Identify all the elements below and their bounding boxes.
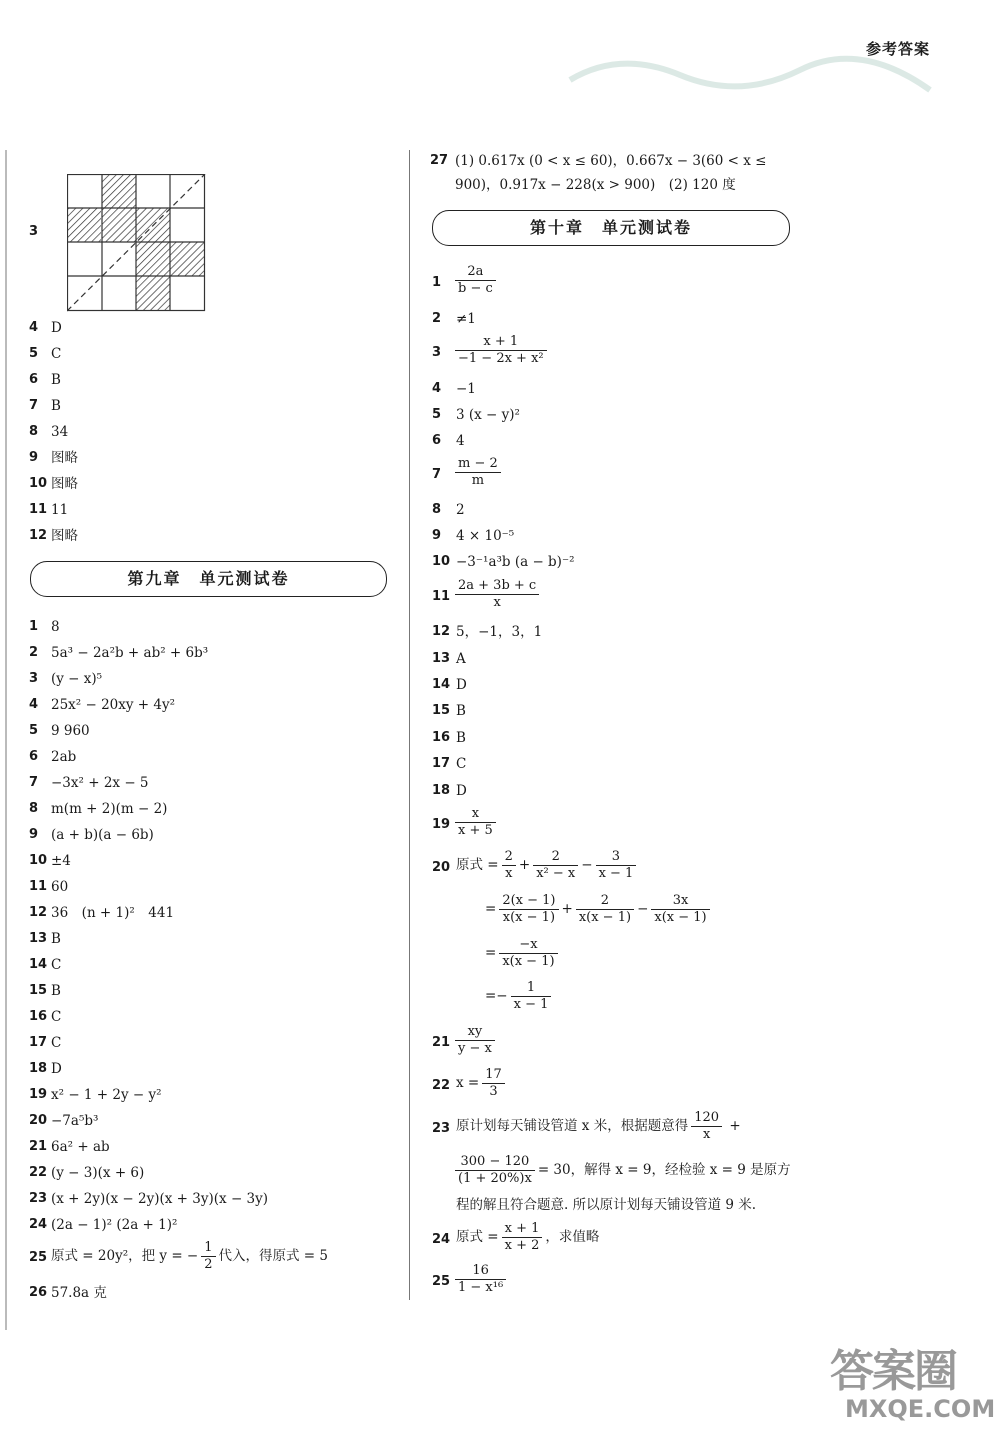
answer-text: 4 <box>456 433 465 449</box>
chapter9-heading: 第九章 单元测试卷 <box>30 561 387 597</box>
answer-text: (a + b)(a − 6b) <box>51 827 154 843</box>
answer-text: B <box>456 703 466 719</box>
denominator: x(x − 1) <box>502 954 555 969</box>
fraction <box>482 1067 505 1100</box>
page-header-title: 参考答案 <box>865 40 930 58</box>
question-number: 21 <box>432 1035 451 1050</box>
question-number: 6 <box>29 372 39 387</box>
question-number: 4 <box>29 697 39 712</box>
question-number: 13 <box>432 651 451 666</box>
denominator: 1 − x¹⁶ <box>458 1280 504 1295</box>
answer-text: 5，−1，3，1 <box>456 624 543 640</box>
answer-text <box>51 1240 328 1273</box>
question-number: 11 <box>29 879 48 894</box>
question-number: 10 <box>432 554 451 569</box>
fraction <box>576 893 634 926</box>
answer-text: (1) 0.617x (0 < x ≤ 60)，0.667x − 3(60 < x ≤ <box>455 153 767 169</box>
question-number: 8 <box>432 502 442 517</box>
denominator: 3 <box>489 1084 498 1099</box>
fraction <box>499 893 558 926</box>
answer-text: 25x² − 20xy + 4y² <box>51 697 176 713</box>
denominator: x + 5 <box>458 823 493 838</box>
question-number: 1 <box>29 619 39 634</box>
answer-text: = $\frac{-x}{x(x - 1)}$ <box>485 937 561 970</box>
answer-text: 60 <box>51 879 69 895</box>
answer-text: D <box>456 783 467 799</box>
fraction <box>596 849 637 882</box>
question-number: 3 <box>29 224 39 239</box>
denominator: x <box>505 866 513 881</box>
question-number: 21 <box>29 1139 48 1154</box>
question-number: 19 <box>432 817 451 832</box>
answer-text: A <box>456 651 466 667</box>
answer-text: ≠1 <box>456 311 476 327</box>
numerator: 3 <box>596 849 637 866</box>
question-number: 15 <box>29 983 48 998</box>
question-number: 18 <box>432 783 451 798</box>
answer-part: 原计划每天铺设管道 x 米，根据题意得 <box>456 1118 689 1134</box>
question-number: 23 <box>432 1121 451 1136</box>
question-number: 4 <box>432 381 442 396</box>
numerator: 1 <box>201 1240 215 1257</box>
answer-text: 原计划每天铺设管道 x 米，根据题意得 $\frac{120}{x}$ + <box>456 1110 741 1142</box>
question-number: 14 <box>29 957 48 972</box>
fraction <box>455 456 501 489</box>
numerator: −x <box>499 937 557 954</box>
question-number: 19 <box>29 1087 48 1102</box>
answer-text: (2a − 1)² (2a + 1)² <box>51 1217 178 1233</box>
answer-part: 原式 = 20y²，把 y = − <box>51 1248 199 1264</box>
numerator: 120 <box>691 1110 722 1127</box>
answer-text: −3x² + 2x − 5 <box>51 775 149 791</box>
answer-text: 900)，0.917x − 228(x > 900) (2) 120 度 <box>455 177 736 193</box>
answer-text: 2 <box>456 502 465 518</box>
question-number: 22 <box>29 1165 48 1180</box>
q3-grid-figure <box>67 174 207 312</box>
question-number: 26 <box>29 1285 48 1300</box>
numerator: 16 <box>455 1263 506 1280</box>
numerator: 2 <box>576 893 634 910</box>
fraction <box>499 937 557 970</box>
answer-text <box>452 1263 509 1296</box>
answer-text: 4 × 10⁻⁵ <box>456 528 515 544</box>
answer-text <box>452 1154 791 1187</box>
denominator: m <box>471 473 485 488</box>
question-number: 23 <box>29 1191 48 1206</box>
fraction <box>455 334 547 367</box>
question-number: 16 <box>432 730 451 745</box>
answer-text: (y − 3)(x + 6) <box>51 1165 145 1181</box>
question-number: 3 <box>29 671 39 686</box>
numerator: 17 <box>482 1067 505 1084</box>
answer-text: 34 <box>51 424 69 440</box>
denominator: x <box>493 595 501 610</box>
answer-text: B <box>51 372 61 388</box>
question-number: 8 <box>29 801 39 816</box>
fraction <box>455 1263 506 1296</box>
numerator: x + 1 <box>502 1221 543 1238</box>
answer-text: D <box>456 677 467 693</box>
question-number: 10 <box>29 853 48 868</box>
numerator: 2(x − 1) <box>499 893 558 910</box>
question-number: 18 <box>29 1061 48 1076</box>
answer-text <box>456 1067 508 1100</box>
answer-text: (y − x)⁵ <box>51 671 103 687</box>
answer-text: 程的解且符合题意. 所以原计划每天铺设管道 9 米. <box>456 1197 757 1213</box>
header-decoration <box>560 40 940 120</box>
denominator: x − 1 <box>513 997 549 1012</box>
answer-text: =− $\frac{1}{x - 1}$ <box>485 980 554 1013</box>
denominator: x(x − 1) <box>578 910 632 925</box>
answer-text: C <box>51 346 62 362</box>
answer-text: 2ab <box>51 749 77 765</box>
question-number: 24 <box>29 1217 48 1232</box>
question-number: 11 <box>29 502 48 517</box>
question-number: 3 <box>432 345 442 360</box>
fraction <box>455 264 496 297</box>
fraction <box>455 578 539 611</box>
answer-part: x = <box>456 1075 480 1091</box>
answer-text: C <box>456 756 467 772</box>
question-number: 2 <box>29 645 39 660</box>
answer-text: C <box>51 1009 62 1025</box>
answer-text: B <box>456 730 466 746</box>
question-number: 10 <box>29 476 48 491</box>
denominator: (1 + 20%)x <box>458 1171 532 1186</box>
answer-text: ±4 <box>51 853 71 869</box>
numerator: 3x <box>651 893 709 910</box>
question-number: 5 <box>29 346 39 361</box>
fraction <box>201 1240 215 1273</box>
answer-text: 6a² + ab <box>51 1139 110 1155</box>
answer-text: −7a⁵b³ <box>51 1113 99 1129</box>
denominator: 2 <box>204 1257 213 1272</box>
question-number: 6 <box>432 433 442 448</box>
answer-text: 5a³ − 2a²b + ab² + 6b³ <box>51 645 209 661</box>
question-number: 9 <box>29 450 39 465</box>
question-number: 17 <box>432 756 451 771</box>
answer-text: B <box>51 931 61 947</box>
answer-text <box>452 1024 498 1057</box>
answer-part: 原式 = <box>456 857 499 873</box>
question-number: 9 <box>432 528 442 543</box>
question-number: 1 <box>432 275 442 290</box>
question-number: 7 <box>432 467 442 482</box>
answer-part: 原式 = <box>456 1229 499 1245</box>
question-number: 2 <box>432 311 442 326</box>
answer-text <box>452 456 504 489</box>
question-number: 24 <box>432 1232 451 1247</box>
question-number: 20 <box>432 860 451 875</box>
denominator: x² − x <box>536 866 576 881</box>
answer-text: −1 <box>456 381 476 397</box>
answer-text <box>452 578 542 611</box>
denominator: x <box>702 1127 711 1142</box>
answer-text: 图略 <box>51 476 78 492</box>
watermark-logo: 答案圈 <box>830 1346 956 1397</box>
numerator: 2 <box>533 849 578 866</box>
question-number: 8 <box>29 424 39 439</box>
question-number: 5 <box>432 407 442 422</box>
answer-part: = 30，解得 x = 9，经检验 x = 9 是原方 <box>537 1162 791 1178</box>
denominator: x + 2 <box>504 1238 540 1253</box>
answer-text: = $\frac{2(x - 1)}{x(x - 1)}$ + $\frac{2}{x(x - 1)}$ − $\frac{3x}{x(x - 1)}$ <box>485 893 713 926</box>
answer-text: x² − 1 + 2y − y² <box>51 1087 162 1103</box>
question-number: 13 <box>29 931 48 946</box>
question-number: 7 <box>29 398 39 413</box>
numerator: 1 <box>511 980 552 997</box>
answer-text: B <box>51 983 61 999</box>
fraction <box>455 806 496 839</box>
question-number: 25 <box>29 1250 48 1265</box>
answer-part: 代入，得原式 = 5 <box>218 1248 328 1264</box>
answer-text: 11 <box>51 502 69 518</box>
numerator: 2 <box>502 849 516 866</box>
denominator: x(x − 1) <box>654 910 707 925</box>
question-number: 27 <box>430 153 449 168</box>
answer-text: 3 (x − y)² <box>456 407 520 423</box>
answer-text: 9 960 <box>51 723 90 739</box>
column-divider <box>409 150 410 1300</box>
fraction <box>455 1154 535 1187</box>
watermark-url: MXQE.COM <box>845 1395 996 1423</box>
answer-text: 36 (n + 1)² 441 <box>51 905 175 921</box>
fraction <box>502 1221 543 1254</box>
question-number: 6 <box>29 749 39 764</box>
numerator: x <box>455 806 496 823</box>
question-number: 9 <box>29 827 39 842</box>
question-number: 14 <box>432 677 451 692</box>
question-number: 22 <box>432 1078 451 1093</box>
question-number: 7 <box>29 775 39 790</box>
numerator: xy <box>455 1024 495 1041</box>
question-number: 17 <box>29 1035 48 1050</box>
denominator: b − c <box>458 281 493 296</box>
fraction <box>533 849 578 882</box>
fraction <box>651 893 709 926</box>
answer-part: ，求值略 <box>545 1229 600 1245</box>
answer-text: m(m + 2)(m − 2) <box>51 801 168 817</box>
answer-text: B <box>51 398 61 414</box>
question-number: 5 <box>29 723 39 738</box>
numerator: 2a + 3b + c <box>455 578 539 595</box>
question-number: 12 <box>29 905 48 920</box>
question-number: 16 <box>29 1009 48 1024</box>
question-number: 25 <box>432 1274 451 1289</box>
answer-text: C <box>51 1035 62 1051</box>
fraction <box>511 980 552 1013</box>
fraction <box>691 1110 722 1143</box>
left-margin-line <box>5 150 7 1330</box>
answer-text: −3⁻¹a³b (a − b)⁻² <box>456 554 575 570</box>
answer-text: C <box>51 957 62 973</box>
answer-text: 57.8a 克 <box>51 1285 107 1301</box>
numerator: x + 1 <box>455 334 547 351</box>
answer-text <box>452 806 499 839</box>
denominator: y − x <box>458 1041 492 1056</box>
answer-text: 8 <box>51 619 60 635</box>
answer-text: (x + 2y)(x − 2y)(x + 3y)(x − 3y) <box>51 1191 269 1207</box>
answer-text <box>452 264 499 297</box>
numerator: 2a <box>455 264 496 281</box>
answer-text: 图略 <box>51 528 78 544</box>
answer-text <box>456 1221 599 1254</box>
question-number: 12 <box>432 624 451 639</box>
answer-text: 原式 = $\frac{2}{x}$ + $\frac{2}{\text{x² − x}}$ − $\frac{3}{x - 1}$ <box>456 849 639 882</box>
answer-text: D <box>51 320 62 336</box>
answer-text: 图略 <box>51 450 78 466</box>
fraction <box>455 1024 495 1057</box>
question-number: 11 <box>432 589 451 604</box>
question-number: 20 <box>29 1113 48 1128</box>
chapter10-heading: 第十章 单元测试卷 <box>432 210 790 246</box>
denominator: x − 1 <box>598 866 634 881</box>
numerator: 300 − 120 <box>455 1154 535 1171</box>
numerator: m − 2 <box>455 456 501 473</box>
question-number: 15 <box>432 703 451 718</box>
question-number: 12 <box>29 528 48 543</box>
answer-text: D <box>51 1061 62 1077</box>
answer-text <box>452 334 550 367</box>
denominator: −1 − 2x + x² <box>458 351 544 366</box>
fraction <box>502 849 516 882</box>
denominator: x(x − 1) <box>502 910 556 925</box>
question-number: 4 <box>29 320 39 335</box>
